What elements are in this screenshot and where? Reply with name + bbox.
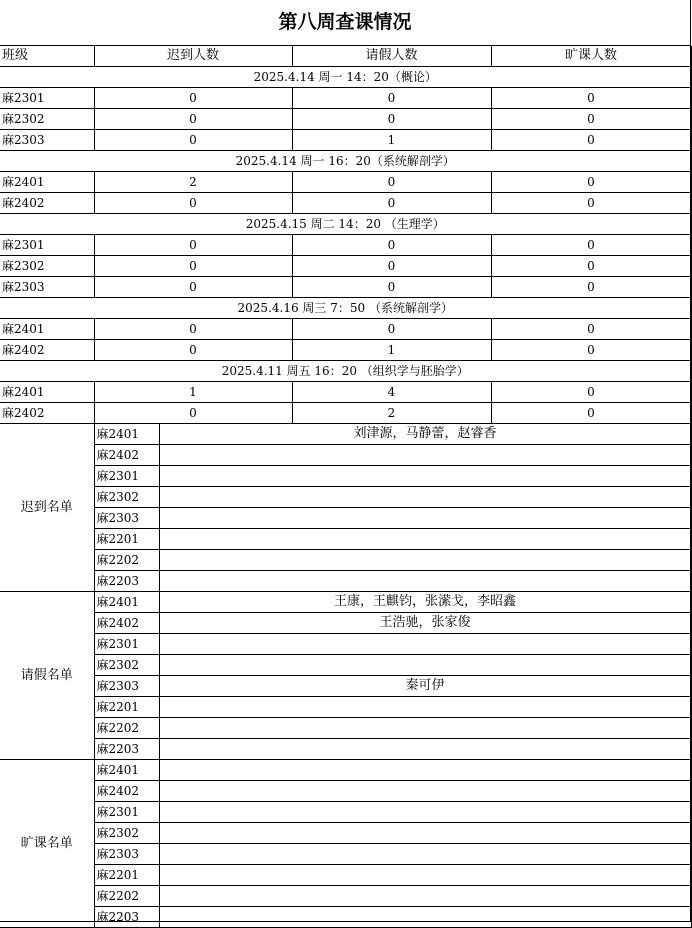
- student-names-cell: [159, 571, 691, 592]
- class-cell: 麻2303: [0, 130, 94, 151]
- class-cell: 麻2301: [94, 634, 159, 655]
- late-count-cell: 0: [94, 256, 292, 277]
- class-cell: 麻2303: [0, 277, 94, 298]
- absent-count-cell: 0: [491, 172, 691, 193]
- session-label: 2025.4.15 周二 14：20 （生理学）: [0, 214, 691, 235]
- absent-count-cell: 0: [491, 130, 691, 151]
- student-names-cell: [159, 508, 691, 529]
- name-list-row: [0, 844, 691, 865]
- class-cell: 麻2402: [0, 403, 94, 424]
- class-cell: 麻2302: [94, 487, 159, 508]
- name-list-row: [0, 802, 691, 823]
- header-row: [0, 46, 691, 67]
- class-cell: 麻2301: [0, 88, 94, 109]
- class-cell: 麻2201: [94, 697, 159, 718]
- leave-count-cell: 0: [292, 235, 491, 256]
- table-row: [0, 403, 691, 424]
- table-row: [0, 235, 691, 256]
- late-count-cell: 0: [94, 235, 292, 256]
- late-count-cell: 0: [94, 193, 292, 214]
- student-names-cell: [159, 487, 691, 508]
- table-row: [0, 340, 691, 361]
- student-names-cell: [159, 466, 691, 487]
- session-header-row: [0, 298, 691, 319]
- header-class: 班级: [0, 46, 94, 67]
- class-cell: 麻2301: [0, 235, 94, 256]
- student-names-cell: [159, 823, 691, 844]
- name-list-row: [0, 697, 691, 718]
- late-count-cell: 0: [94, 403, 292, 424]
- class-cell: 麻2303: [94, 844, 159, 865]
- header-late: 迟到人数: [94, 46, 292, 67]
- student-names-cell: [159, 781, 691, 802]
- leave-count-cell: 0: [292, 172, 491, 193]
- name-list-label: 请假名单: [0, 592, 94, 760]
- attendance-count-table: [0, 46, 692, 424]
- student-names-cell: 王康，王麒钧，张潆戈，李昭鑫: [159, 592, 691, 613]
- student-names-cell: [159, 718, 691, 739]
- student-names-cell: [159, 655, 691, 676]
- late-count-cell: 1: [94, 382, 292, 403]
- class-cell: 麻2302: [94, 823, 159, 844]
- name-list-row: [0, 823, 691, 844]
- name-list-row: [0, 487, 691, 508]
- class-cell: 麻2201: [94, 865, 159, 886]
- student-names-cell: 王浩驰，张家俊: [159, 613, 691, 634]
- class-cell: 麻2203: [94, 907, 159, 928]
- late-count-cell: 0: [94, 340, 292, 361]
- header-absent: 旷课人数: [491, 46, 691, 67]
- student-names-cell: [159, 529, 691, 550]
- late-count-cell: 0: [94, 88, 292, 109]
- class-cell: 麻2402: [94, 445, 159, 466]
- leave-count-cell: 0: [292, 193, 491, 214]
- table-row: [0, 130, 691, 151]
- page-title: 第八周查课情况: [0, 0, 690, 46]
- absent-count-cell: 0: [491, 109, 691, 130]
- name-list-row: [0, 907, 691, 928]
- student-names-cell: [159, 886, 691, 907]
- absent-count-cell: 0: [491, 319, 691, 340]
- class-cell: 麻2402: [94, 781, 159, 802]
- session-header-row: [0, 151, 691, 172]
- count-table-body: [0, 46, 691, 424]
- late-count-cell: 0: [94, 277, 292, 298]
- leave-count-cell: 0: [292, 88, 491, 109]
- absent-count-cell: 0: [491, 403, 691, 424]
- name-list-row: [0, 886, 691, 907]
- name-list-row: [0, 592, 691, 613]
- leave-count-cell: 1: [292, 340, 491, 361]
- leave-count-cell: 0: [292, 256, 491, 277]
- absent-count-cell: 0: [491, 193, 691, 214]
- late-count-cell: 0: [94, 109, 292, 130]
- name-list-label: 旷课名单: [0, 760, 94, 928]
- class-cell: 麻2301: [94, 466, 159, 487]
- student-names-cell: [159, 760, 691, 781]
- absent-count-cell: 0: [491, 382, 691, 403]
- class-cell: 麻2203: [94, 571, 159, 592]
- class-cell: 麻2301: [94, 802, 159, 823]
- table-row: [0, 109, 691, 130]
- class-cell: 麻2401: [94, 424, 159, 445]
- leave-count-cell: 0: [292, 277, 491, 298]
- name-list-row: [0, 676, 691, 697]
- absent-count-cell: 0: [491, 340, 691, 361]
- class-cell: 麻2401: [94, 760, 159, 781]
- class-cell: 麻2402: [0, 340, 94, 361]
- class-cell: 麻2202: [94, 718, 159, 739]
- name-list-row: [0, 529, 691, 550]
- class-cell: 麻2401: [0, 382, 94, 403]
- name-list-row: [0, 445, 691, 466]
- name-list-body: [0, 424, 691, 928]
- class-cell: 麻2203: [94, 739, 159, 760]
- header-leave: 请假人数: [292, 46, 491, 67]
- student-names-cell: [159, 697, 691, 718]
- class-cell: 麻2302: [0, 256, 94, 277]
- name-list-row: [0, 571, 691, 592]
- class-cell: 麻2302: [0, 109, 94, 130]
- leave-count-cell: 2: [292, 403, 491, 424]
- session-label: 2025.4.14 周一 16：20（系统解剖学）: [0, 151, 691, 172]
- name-list-row: [0, 655, 691, 676]
- name-list-table: [0, 424, 692, 928]
- student-names-cell: [159, 844, 691, 865]
- class-cell: 麻2302: [94, 655, 159, 676]
- class-cell: 麻2402: [94, 613, 159, 634]
- student-names-cell: 秦可伊: [159, 676, 691, 697]
- name-list-row: [0, 781, 691, 802]
- leave-count-cell: 0: [292, 319, 491, 340]
- late-count-cell: 0: [94, 319, 292, 340]
- class-cell: 麻2202: [94, 550, 159, 571]
- name-list-row: [0, 739, 691, 760]
- student-names-cell: [159, 445, 691, 466]
- class-cell: 麻2401: [0, 319, 94, 340]
- student-names-cell: [159, 634, 691, 655]
- student-names-cell: [159, 739, 691, 760]
- table-row: [0, 88, 691, 109]
- name-list-row: [0, 466, 691, 487]
- class-cell: 麻2401: [0, 172, 94, 193]
- absent-count-cell: 0: [491, 235, 691, 256]
- table-row: [0, 277, 691, 298]
- class-cell: 麻2202: [94, 886, 159, 907]
- session-header-row: [0, 214, 691, 235]
- absent-count-cell: 0: [491, 88, 691, 109]
- class-cell: 麻2402: [0, 193, 94, 214]
- student-names-cell: [159, 802, 691, 823]
- class-cell: 麻2303: [94, 676, 159, 697]
- name-list-row: [0, 550, 691, 571]
- name-list-row: [0, 760, 691, 781]
- late-count-cell: 0: [94, 130, 292, 151]
- session-label: 2025.4.16 周三 7：50 （系统解剖学）: [0, 298, 691, 319]
- table-row: [0, 382, 691, 403]
- leave-count-cell: 0: [292, 109, 491, 130]
- student-names-cell: [159, 907, 691, 928]
- class-cell: 麻2201: [94, 529, 159, 550]
- table-row: [0, 319, 691, 340]
- class-cell: 麻2401: [94, 592, 159, 613]
- student-names-cell: 刘津源，马静蕾，赵睿香: [159, 424, 691, 445]
- session-label: 2025.4.11 周五 16：20 （组织学与胚胎学）: [0, 361, 691, 382]
- student-names-cell: [159, 550, 691, 571]
- name-list-row: [0, 865, 691, 886]
- session-header-row: [0, 361, 691, 382]
- name-list-row: [0, 508, 691, 529]
- table-row: [0, 256, 691, 277]
- leave-count-cell: 1: [292, 130, 491, 151]
- name-list-row: [0, 424, 691, 445]
- session-header-row: [0, 67, 691, 88]
- class-cell: 麻2303: [94, 508, 159, 529]
- absent-count-cell: 0: [491, 256, 691, 277]
- name-list-label: 迟到名单: [0, 424, 94, 592]
- leave-count-cell: 4: [292, 382, 491, 403]
- name-list-row: [0, 718, 691, 739]
- table-row: [0, 172, 691, 193]
- absent-count-cell: 0: [491, 277, 691, 298]
- name-list-row: [0, 634, 691, 655]
- name-list-row: [0, 613, 691, 634]
- late-count-cell: 2: [94, 172, 292, 193]
- session-label: 2025.4.14 周一 14：20（概论）: [0, 67, 691, 88]
- table-row: [0, 193, 691, 214]
- student-names-cell: [159, 865, 691, 886]
